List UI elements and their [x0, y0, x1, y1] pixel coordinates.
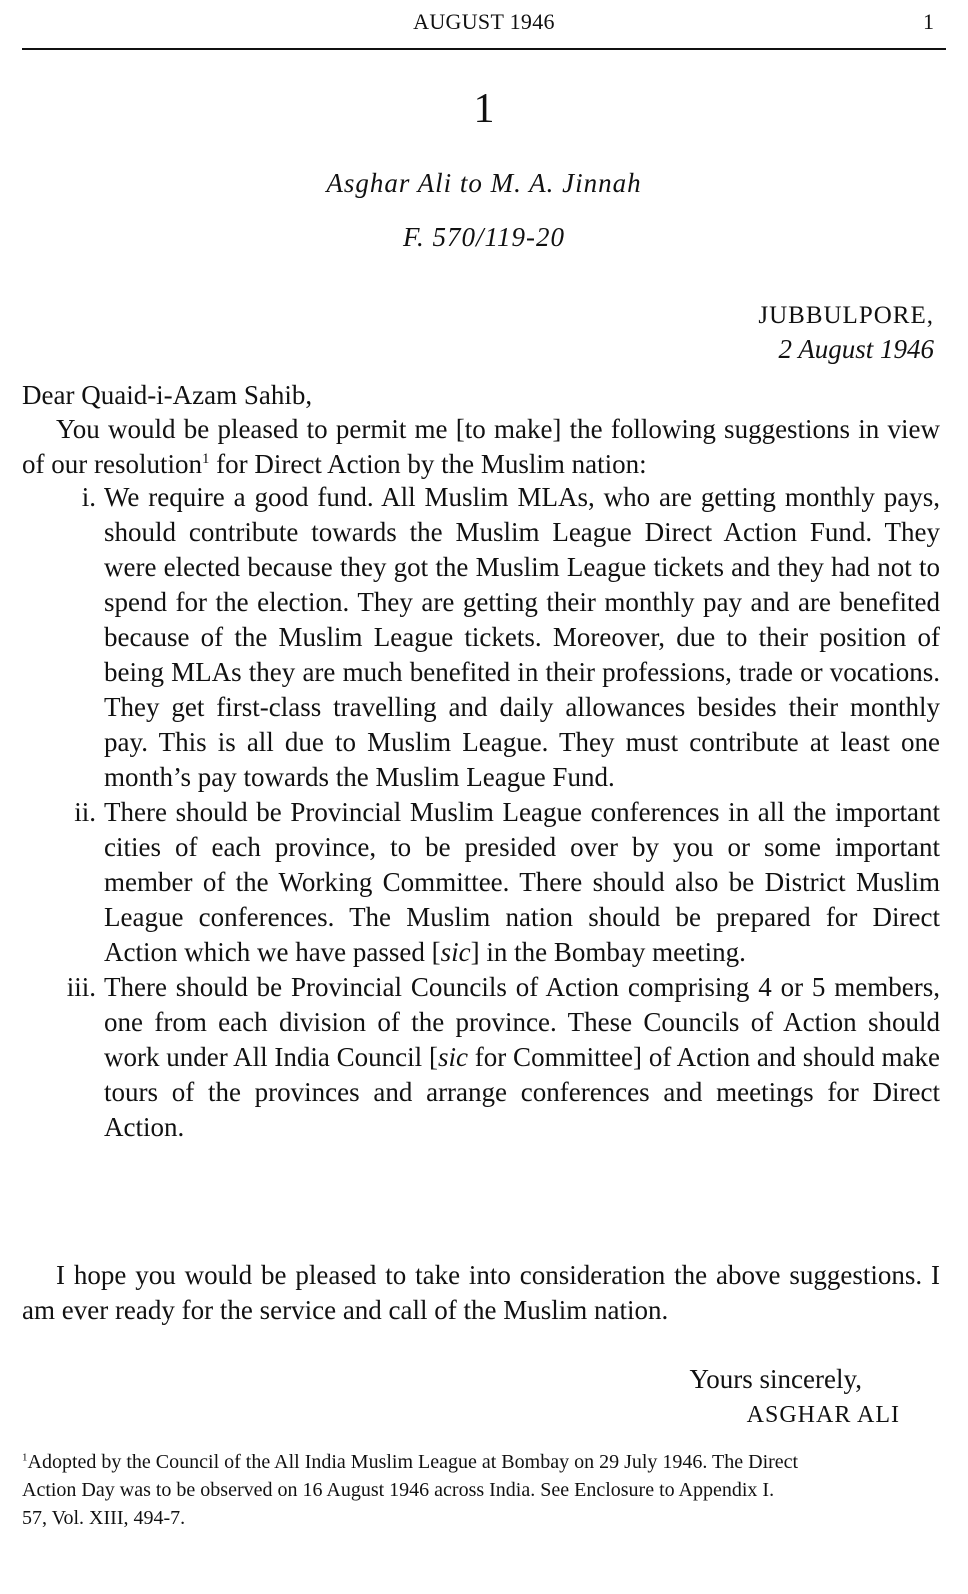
- salutation: Dear Quaid-i-Azam Sahib,: [22, 380, 313, 410]
- footnote-line: Action Day was to be observed on 16 August 1946 across India. See Enclosure to Appendix I.: [22, 1479, 775, 1501]
- signature-name: ASGHAR ALI: [746, 1402, 900, 1428]
- intro-text-before: You would be pleased to permit me [to make] the following suggestions in view of our resolution: [22, 414, 940, 479]
- header-rule: [22, 48, 946, 50]
- item-number: iii.: [66, 972, 96, 1002]
- sic-annotation: sic: [437, 1042, 468, 1072]
- item-text-end: for Committee] of Action and should make tours of the provinces and arrange conferences and meetings for Direct Action.: [104, 1042, 940, 1142]
- document-number: 1: [473, 86, 495, 132]
- footnote-line: [22, 1448, 940, 1476]
- running-head-title: AUGUST 1946: [413, 9, 555, 34]
- list-item: [22, 970, 940, 1145]
- footnote-text: Adopted by the Council of the All India Muslim League at Bombay on 29 July 1946. The Direct: [27, 1451, 799, 1473]
- suggestion-list: [22, 480, 940, 1145]
- document-heading: Asghar Ali to M. A. Jinnah: [326, 168, 642, 198]
- closing-paragraph: I hope you would be pleased to take into consideration the above suggestions. I am ever ready for the service and call of the Muslim nation.: [22, 1260, 940, 1325]
- item-text: There should be Provincial Muslim League conferences in all the important cities of each province, to be presided over by you or some important member of the Working Committee. There should also be District Muslim League conferences. The Muslim nation should be prepared for Direct Action which we have passed [: [104, 797, 940, 967]
- footnote: [22, 1448, 940, 1532]
- list-item: [22, 480, 940, 795]
- page-number: 1: [923, 9, 934, 34]
- letter-place: JUBBULPORE,: [758, 302, 934, 329]
- item-number: i.: [81, 482, 96, 512]
- sic-annotation: sic: [440, 937, 471, 967]
- sign-off: Yours sincerely,: [689, 1364, 862, 1394]
- letter-date: 2 August 1946: [778, 334, 934, 364]
- item-number: ii.: [74, 797, 96, 827]
- item-text: There should be Provincial Councils of Action comprising 4 or 5 members, one from each division of the province. These Councils of Action should work under All India Council [: [104, 972, 940, 1072]
- item-text-end: ] in the Bombay meeting.: [470, 937, 746, 967]
- item-text: We require a good fund. All Muslim MLAs, who are getting monthly pays, should contribute towards the Muslim League Direct Action Fund. They were elected because they got the Muslim League tickets and they had not to spend for the election. They are getting their monthly pay and are benefited because of the Muslim League tickets. Moreover, due to their position of being MLAs they are much benefited in their professions, trade or vocations. They get first-class travelling and daily allowances besides their monthly pay. This is all due to Muslim League. They must contribute at least one month’s pay towards the Muslim League Fund.: [104, 482, 940, 792]
- footnote-reference: 1: [201, 451, 210, 467]
- footnote-marker: 1: [22, 1451, 28, 1464]
- running-head: [22, 6, 946, 38]
- list-item: [22, 795, 940, 970]
- file-reference: F. 570/119-20: [402, 222, 565, 252]
- footnote-line: 57, Vol. XIII, 494-7.: [22, 1507, 186, 1529]
- intro-paragraph: [22, 412, 940, 482]
- intro-text-after: for Direct Action by the Muslim nation:: [209, 449, 647, 479]
